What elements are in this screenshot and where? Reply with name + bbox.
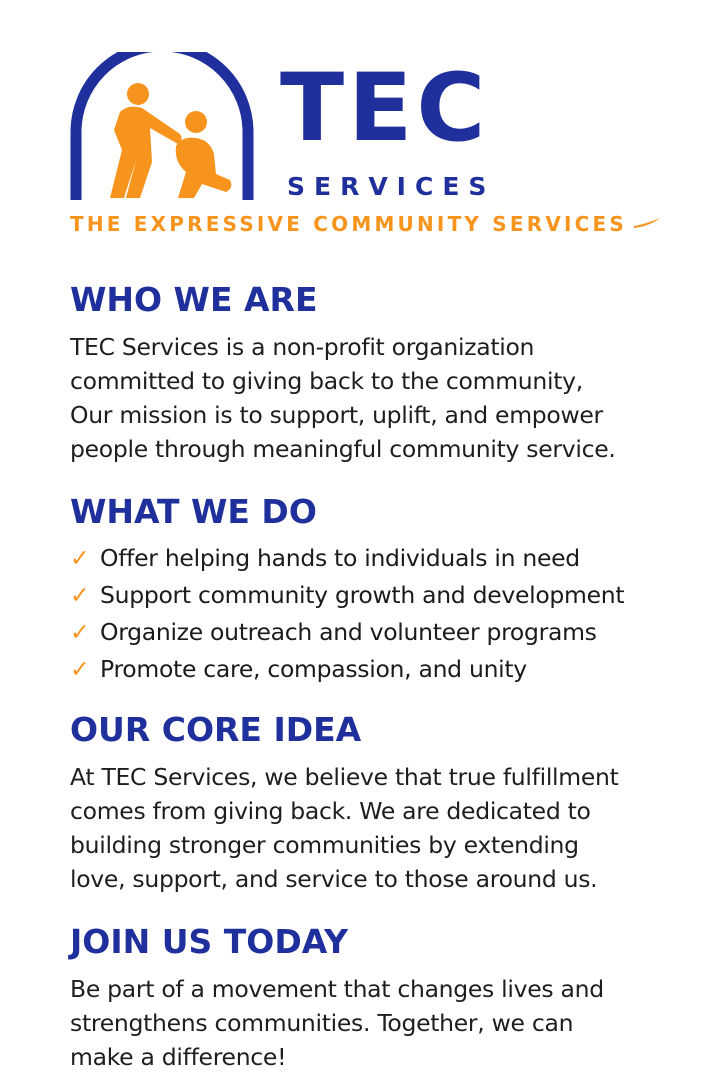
- list-item: ✓ Offer helping hands to individuals in need: [70, 540, 690, 577]
- body-line: Be part of a movement that changes lives and: [70, 975, 604, 1003]
- header: [0, 0, 720, 250]
- section-heading: JOIN US TODAY: [70, 922, 349, 961]
- helping-hand-logo-icon: [70, 52, 255, 202]
- section-heading: WHAT WE DO: [70, 492, 317, 531]
- section-heading: WHO WE ARE: [70, 280, 318, 319]
- body-line: make a difference!: [70, 1043, 287, 1071]
- body-line: love, support, and service to those around us.: [70, 865, 598, 893]
- brand-subtitle: SERVICES: [287, 172, 496, 201]
- body-line: strengthens communities. Together, we can: [70, 1009, 574, 1037]
- swoosh-icon: [634, 218, 660, 228]
- checkmark-icon: ✓: [70, 655, 90, 683]
- section-who-we-are: [70, 280, 690, 466]
- section-join-us-today: [70, 922, 690, 1074]
- body-line: At TEC Services, we believe that true fulfillment: [70, 763, 619, 791]
- brand-tagline: THE EXPRESSIVE COMMUNITY SERVICES: [70, 212, 627, 236]
- body-line: comes from giving back. We are dedicated to: [70, 797, 591, 825]
- section-what-we-do: [70, 492, 690, 688]
- section-heading: OUR CORE IDEA: [70, 710, 362, 749]
- checkmark-icon: ✓: [70, 618, 90, 646]
- body-line: Our mission is to support, uplift, and empower: [70, 401, 603, 429]
- checkmark-icon: ✓: [70, 581, 90, 609]
- section-our-core-idea: [70, 710, 690, 896]
- section-body: [70, 330, 690, 466]
- checkmark-icon: ✓: [70, 544, 90, 572]
- list-item: ✓ Organize outreach and volunteer programs: [70, 614, 690, 651]
- body-line: TEC Services is a non-profit organization: [70, 333, 535, 361]
- section-body: [70, 760, 690, 896]
- section-body: [70, 972, 690, 1074]
- list-item: ✓ Support community growth and development: [70, 577, 690, 614]
- body-line: people through meaningful community service.: [70, 435, 616, 463]
- list-item: ✓ Promote care, compassion, and unity: [70, 651, 690, 688]
- body-line: committed to giving back to the community,: [70, 367, 583, 395]
- brand-name: TEC: [280, 54, 490, 163]
- body-line: building stronger communities by extending: [70, 831, 579, 859]
- services-list: [70, 540, 690, 688]
